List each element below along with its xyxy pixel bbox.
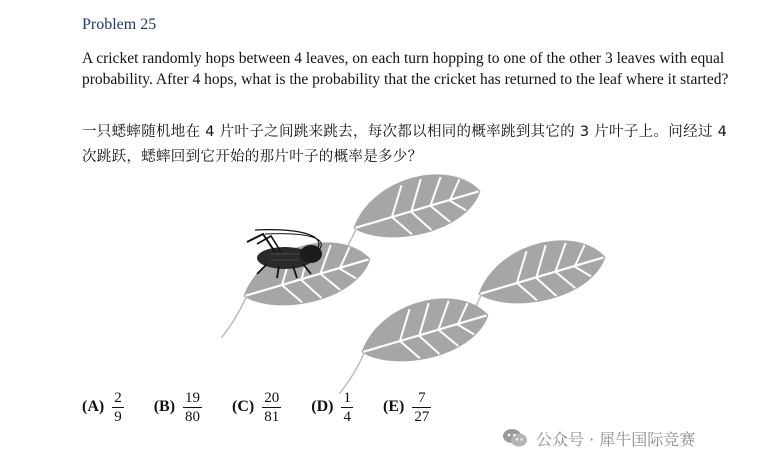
numerator: 20 xyxy=(264,389,280,406)
choice-label: (A) xyxy=(82,398,105,415)
watermark xyxy=(502,426,695,450)
watermark-text: 公众号 · 犀牛国际竞赛 xyxy=(536,429,696,449)
choice-c xyxy=(232,389,281,426)
choice-label: (D) xyxy=(311,398,334,415)
problem-title: Problem 25 xyxy=(82,16,157,33)
answer-choices xyxy=(82,382,461,432)
fraction xyxy=(341,389,353,426)
fraction xyxy=(112,389,124,426)
leaf-icon xyxy=(324,288,498,393)
numerator: 2 xyxy=(114,389,122,406)
denominator: 80 xyxy=(185,408,201,425)
numerator: 1 xyxy=(343,389,351,406)
choice-d xyxy=(311,389,353,426)
fraction xyxy=(262,389,281,426)
problem-text-en: A cricket randomly hops between 4 leaves, on each turn hopping to one of the other 3 leaves with equal probability. After 4 hops, what is the probability that the cricket has returned to the leaf where it started? xyxy=(82,50,729,88)
fraction xyxy=(183,389,202,426)
denominator: 4 xyxy=(343,408,351,425)
choice-a xyxy=(82,389,124,426)
fraction xyxy=(412,389,431,426)
problem-text-zh: 一只蟋蟀随机地在 4 片叶子之间跳来跳去，每次都以相同的概率跳到其它的 3 片叶子上。问经过 4 次跳跃，蟋蟀回到它开始的那片叶子的概率是多少？ xyxy=(82,124,728,165)
choice-b xyxy=(154,389,202,426)
choice-label: (C) xyxy=(232,398,255,415)
wechat-icon xyxy=(502,428,528,448)
denominator: 9 xyxy=(114,408,122,425)
numerator: 19 xyxy=(185,389,201,406)
numerator: 7 xyxy=(418,389,426,406)
choice-label: (B) xyxy=(153,398,176,415)
denominator: 81 xyxy=(264,408,280,425)
choice-label: (E) xyxy=(382,398,405,415)
denominator: 27 xyxy=(414,408,430,425)
choice-e xyxy=(383,389,431,426)
